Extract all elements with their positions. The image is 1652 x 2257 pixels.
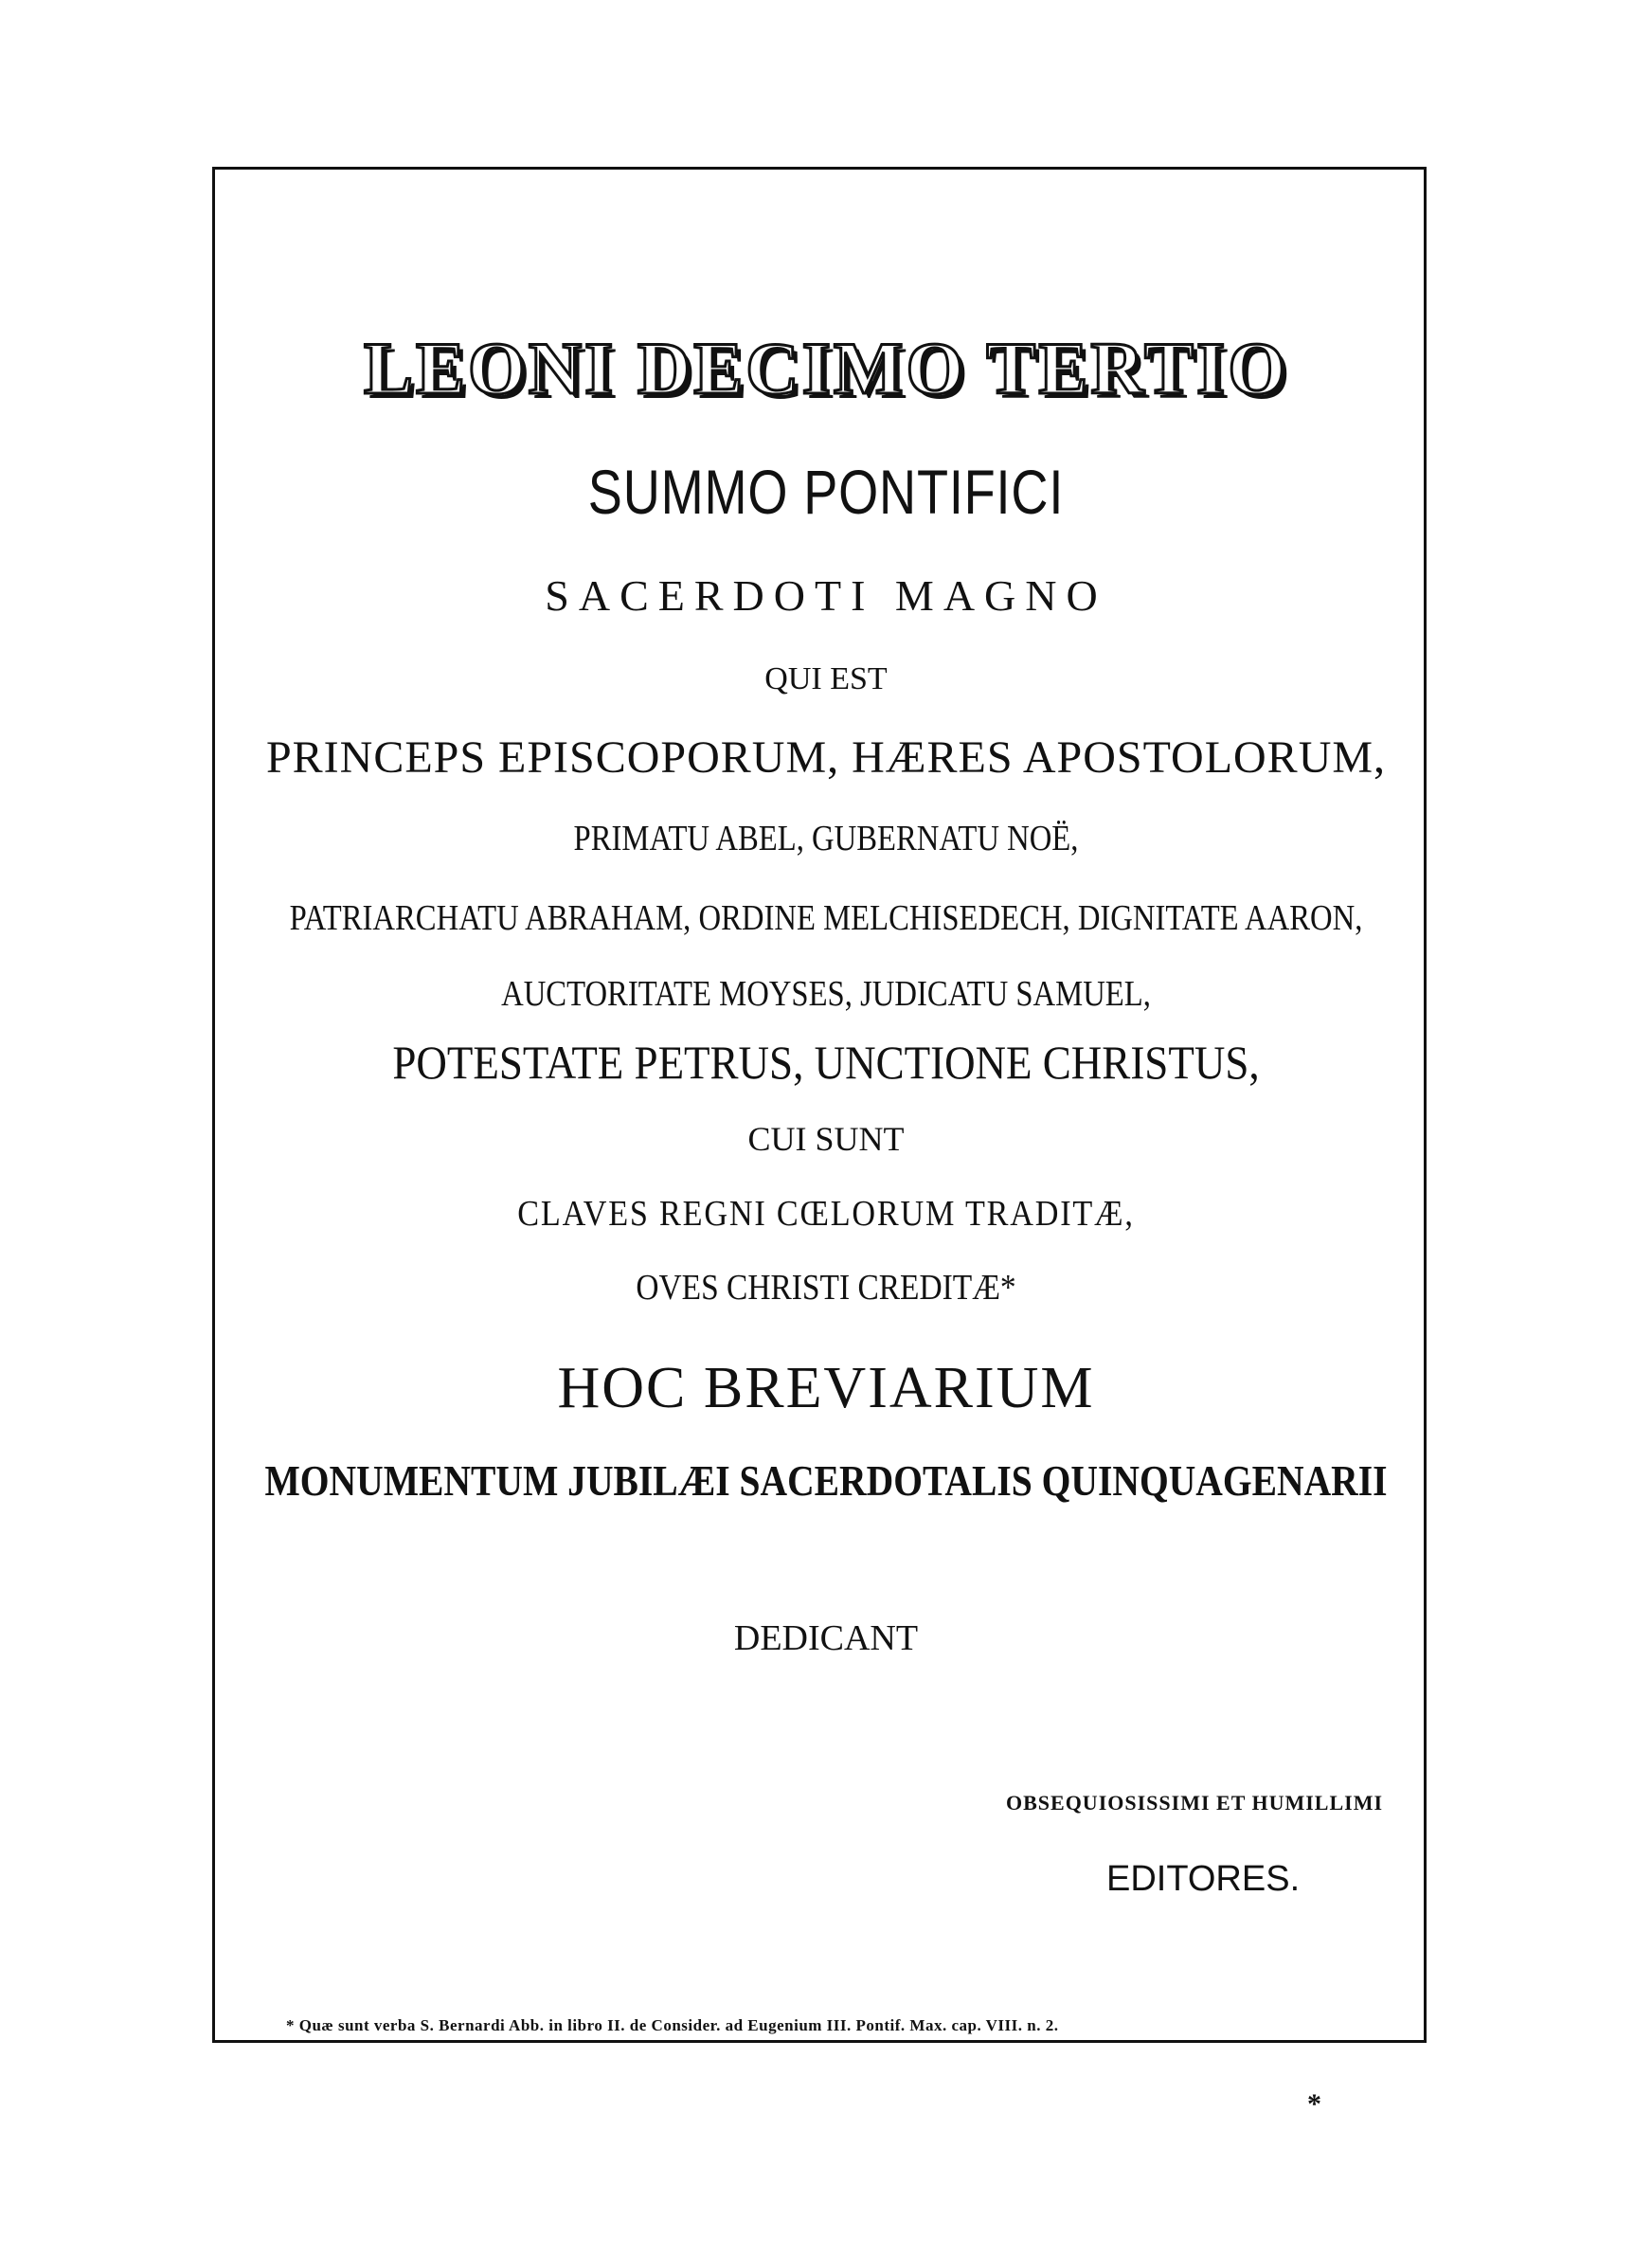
- dedication-line-potestate: POTESTATE PETRUS, UNCTIONE CHRISTUS,: [392, 1036, 1260, 1089]
- dedication-line-claves: CLAVES REGNI CŒLORUM TRADITÆ,: [517, 1194, 1135, 1234]
- dedication-connector: QUI EST: [764, 661, 888, 696]
- dedication-line-patriarchatu: PATRIARCHATU ABRAHAM, ORDINE MELCHISEDECH, DIGNITATE AARON,: [289, 898, 1363, 938]
- dedication-line-princeps: PRINCEPS EPISCOPORUM, HÆRES APOSTOLORUM,: [265, 732, 1387, 783]
- signoff-editors: EDITORES.: [1106, 1859, 1301, 1899]
- dedication-line-primatu: PRIMATU ABEL, GUBERNATU NOË,: [573, 819, 1079, 858]
- dedication-work-occasion: MONUMENTUM JUBILÆI SACERDOTALIS QUINQUAGENARII: [264, 1456, 1388, 1505]
- dedicatee-title: LEONI DECIMO TERTIO: [363, 327, 1288, 409]
- signoff-qualifier: OBSEQUIOSISSIMI ET HUMILLIMI: [1006, 1791, 1384, 1815]
- footnote: * Quæ sunt verba S. Bernardi Abb. in libro II. de Consider. ad Eugenium III. Pontif. Max. cap. VIII. n. 2.: [286, 2016, 1059, 2034]
- dedication-work-title: HOC BREVIARIUM: [557, 1356, 1095, 1420]
- dedication-line-auctoritate: AUCTORITATE MOYSES, JUDICATU SAMUEL,: [501, 974, 1151, 1014]
- dedicatee-epithet: SACERDOTI MAGNO: [545, 571, 1107, 620]
- page-border: [212, 167, 1427, 2043]
- dedication-line-cui-sunt: CUI SUNT: [747, 1120, 905, 1158]
- signature-mark: *: [1307, 2088, 1321, 2120]
- dedicatee-office: SUMMO PONTIFICI: [587, 457, 1065, 527]
- dedication-line-oves: OVES CHRISTI CREDITÆ*: [636, 1268, 1016, 1308]
- dedication-verb: DEDICANT: [733, 1618, 919, 1658]
